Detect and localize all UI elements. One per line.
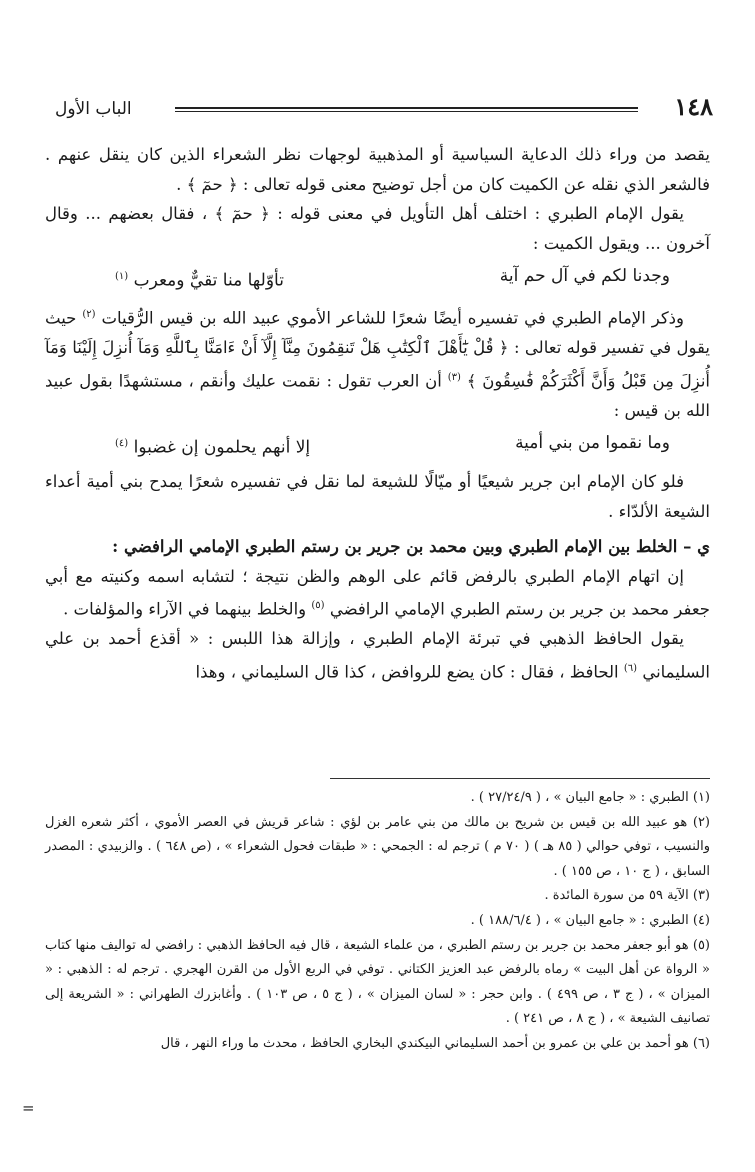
paragraph-3-part-1: وذكر الإمام الطبري في تفسيره أيضًا شعرًا للشاعر الأموي عبيد الله بن قيس الرُّقيات bbox=[101, 308, 684, 328]
footnote-ref-3: (٣) bbox=[447, 371, 461, 383]
paragraph-5 bbox=[45, 562, 710, 625]
verse-2 bbox=[45, 429, 710, 463]
footnotes bbox=[45, 786, 710, 1057]
footnote-ref-5: (٥) bbox=[311, 600, 325, 612]
paragraph-6-part-1: يقول الحافظ الذهبي في تبرئة الإمام الطبري ، وإزالة هذا اللبس : « أقذع أحمد بن علي السليماني bbox=[45, 629, 710, 682]
paragraph-3 bbox=[45, 300, 710, 425]
footnote-separator bbox=[330, 778, 710, 779]
paragraph-1: يقصد من وراء ذلك الدعاية السياسية أو المذهبية لوجهات نظر الشعراء الذين كان ينقل عنهم . فالشعر الذي نقله عن الكميت كان من أجل توضيح معنى قوله تعالى : ﴿ حمٓ ﴾ . bbox=[45, 145, 710, 194]
page-header bbox=[55, 92, 713, 126]
footnote-3: (٣) الآية ٥٩ من سورة المائدة . bbox=[544, 888, 710, 904]
footnote-6: (٦) هو أحمد بن علي بن عمرو بن أحمد السليماني البيكندي البخاري الحافظ ، محدث ما وراء النهر ، قال bbox=[160, 1035, 710, 1051]
footnote-1: (١) الطبري : « جامع البيان » ، ( ٢٧/٢٤/٩ ) . bbox=[470, 790, 710, 805]
paragraph-6 bbox=[45, 624, 710, 687]
quran-quote: حيث يقول في تفسير قوله تعالى : ﴿ قُلْ يَٰٓأَهْلَ ٱلْكِتَٰبِ هَلْ تَنقِمُونَ مِنَّآ إِلَّآ أَنْ ءَامَنَّا بِٱللَّهِ وَمَآ أُنزِلَ إِلَيْنَا وَمَآ أُنزِلَ مِن قَبْلُ وَأَنَّ أَكْثَرَكُمْ فَٰسِقُونَ ﴾ bbox=[45, 308, 710, 391]
paragraph-4: فلو كان الإمام ابن جرير شيعيًا أو ميّالًا للشيعة لما نقل في تفسيره شعرًا يمدح بني أمية أعداء الشيعة الألدّاء . bbox=[45, 472, 710, 521]
footnote-4: (٤) الطبري : « جامع البيان » ، ( ١٨٨/٦/٤ ) . bbox=[470, 912, 710, 928]
paragraph-6-part-2: الحافظ ، فقال : كان يضع للروافض ، كذا قال السليماني ، وهذا bbox=[195, 662, 624, 682]
footnote-ref-1: (١) bbox=[115, 271, 129, 282]
paragraph-2: يقول الإمام الطبري : اختلف أهل التأويل في معنى قوله : ﴿ حمٓ ﴾ ، فقال بعضهم ... وقال آخرون ... ويقول الكميت : bbox=[45, 204, 710, 253]
header-rule bbox=[175, 107, 638, 112]
footnote-ref-2: (٢) bbox=[82, 309, 96, 321]
footnote-ref-6: (٦) bbox=[623, 662, 638, 674]
paragraph-3-part-3: أن العرب تقول : نقمت عليك وأنقم ، مستشهدًا بقول عبيد الله بن قيس : bbox=[45, 371, 710, 420]
main-text bbox=[45, 140, 710, 687]
footnote-5: (٥) هو أبو جعفر محمد بن جرير بن رستم الطبري ، من علماء الشيعة ، قال فيه الحافظ الذهبي : رافضي له تواليف منها كتاب « الرواة عن أهل البيت » رماه بالرفض عبد العزيز الكتاني . توفي في الربع الأول من القرن الهجري . ترجم له : الذهبي : « الميزان » ، ( ج ٣ ، ص ٤٩٩ ) . وابن حجر : « لسان الميزان » ، ( ج ٥ ، ص ١٠٣ ) . وأغابزرك الطهراني : « الشريعة إلى تصانيف الشيعة » ، ( ج ٨ ، ص ٢٤١ ) . bbox=[45, 937, 711, 1027]
verse-1-first-hemistich: وجدنا لكم في آل حم آية bbox=[499, 266, 670, 286]
continuation-mark: = bbox=[22, 1099, 35, 1117]
verse-2-first-hemistich: وما نقموا من بني أمية bbox=[515, 433, 670, 454]
footnote-ref-4: (٤) bbox=[115, 438, 129, 450]
paragraph-5-part-2: والخلط بينهما في الآراء والمؤلفات . bbox=[63, 599, 312, 619]
verse-2-second-hemistich: إلا أنهم يحلمون إن غضبوا bbox=[133, 437, 311, 458]
verse-1 bbox=[45, 262, 710, 296]
page-number: ١٤٨ bbox=[674, 92, 713, 121]
paragraph-5-part-1: إن اتهام الإمام الطبري بالرفض قائم على الوهم والظن نتيجة ؛ لتشابه اسمه وكنيته مع أبي جعفر محمد بن جرير بن رستم الطبري الإمامي الرافضي bbox=[45, 566, 710, 619]
footnote-2: (٢) هو عبيد الله بن قيس بن شريح بن مالك من بني عامر بن لؤي : شاعر قريش في العصر الأموي ، أكثر شعره الغزل والنسيب ، توفي حوالي ( ٨٥ هـ ) ( ٧٠ م ) ترجم له : الجمحي : « طبقات فحول الشعراء » ، (ص ٦٤٨ ) . والزبيدي : المصدر السابق ، ( ج ١٠ ، ص ١٥٥ ) . bbox=[45, 814, 710, 879]
verse-1-second-hemistich: تأوّلها منا تقيٌّ ومعرب bbox=[133, 270, 284, 291]
chapter-title: الباب الأول bbox=[55, 99, 132, 119]
section-heading: ي – الخلط بين الإمام الطبري وبين محمد بن جرير بن رستم الطبري الإمامي الرافضي : bbox=[112, 537, 710, 557]
